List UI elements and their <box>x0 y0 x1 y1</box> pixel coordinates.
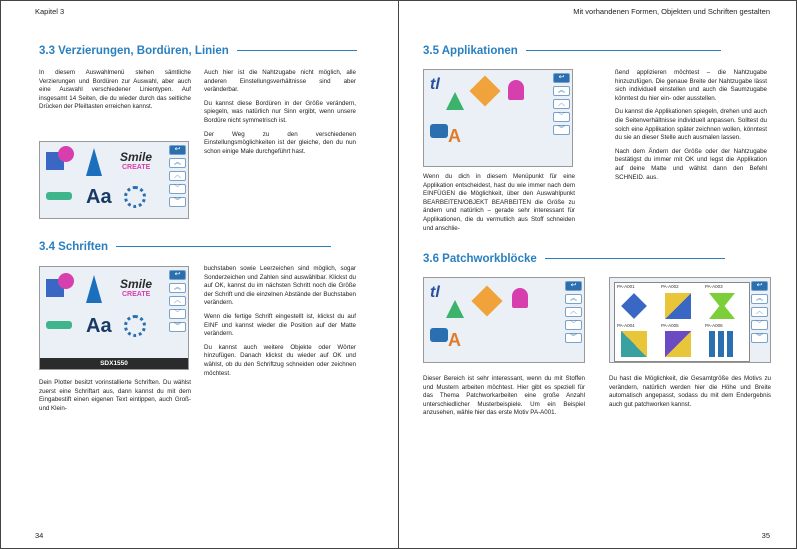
scroll-down-button[interactable]: ﹀ <box>565 320 582 330</box>
side-nav <box>751 281 768 346</box>
smile-text: Smile <box>120 150 153 164</box>
heading-rule <box>116 246 331 247</box>
scroll-up-button[interactable]: ︿ <box>565 307 582 317</box>
borders-menu-screenshot <box>39 141 189 219</box>
pattern-tile[interactable] <box>621 293 647 319</box>
pattern-label: PA-A003 <box>705 284 723 289</box>
section-3-6-col2: Du hast die Möglichkeit, die Gesamtgröße des Motivs zu verändern, natürlich werden hier die Höhe und Breite automatisch angepasst, sodass du mit dem Endergebnis auch gut patchworken kannst. <box>609 375 771 408</box>
pattern-tile[interactable] <box>665 331 691 357</box>
tree-shape <box>446 92 464 110</box>
scroll-bottom-button[interactable]: ︾ <box>565 333 582 343</box>
chapter-header: Mit vorhandenen Formen, Objekten und Schriften gestalten <box>573 7 770 16</box>
section-3-6-col1: Dieser Bereich ist sehr interessant, wenn du mit Stoffen und Mustern arbeiten möchtest. Hier gibt es speziell für das Thema Patchworkarbeiten eine große Anzahl unterschiedlicher Musterbeispiele. Um ein Beispiel anzusehen, wähle hier das erste Motiv PA-A001. <box>423 375 585 417</box>
chapter-header: Kapitel 3 <box>35 7 65 16</box>
scroll-down-button[interactable]: ﹀ <box>169 309 186 319</box>
pattern-label: PA-A002 <box>661 284 679 289</box>
side-nav <box>169 270 186 335</box>
scroll-up-button[interactable]: ︿ <box>553 99 570 109</box>
pattern-tile[interactable] <box>621 331 647 357</box>
scroll-bottom-button[interactable]: ︾ <box>169 322 186 332</box>
heading-rule <box>526 50 721 51</box>
patchwork-grid-screenshot <box>609 277 771 363</box>
teacup-shape <box>430 328 448 342</box>
section-3-4-col1: Dein Plotter besitzt vorinstallierte Schriften. Du wählst zuerst eine Schriftart aus, dann kannst du mit dem Eingabestift einen eigenen Text eintippen, auch Groß- und Klein- <box>39 379 191 412</box>
section-3-4-col2: buchstaben sowie Leerzeichen sind möglich, sogar Sonderzeichen und Zahlen sind auswählbar. Klickst du auf OK, kannst du im nächsten Schritt noch die Größe der Schrift und die einzelnen Abstände der Buchstaben verändern. Wenn die fertige Schrift eingestellt ist, klickst du auf EINF und kannst wieder die Position auf der Matte verändern. Du kannst auch weitere Objekte oder Wörter hinzufügen. Danach klickst du wieder auf OK und wählst, ob du den Schriftzug schneiden oder zeichnen möchtest. <box>204 265 356 377</box>
create-text: CREATE <box>122 291 151 298</box>
scroll-bottom-button[interactable]: ︾ <box>169 197 186 207</box>
scroll-top-button[interactable]: ︽ <box>565 294 582 304</box>
scroll-top-button[interactable]: ︽ <box>169 158 186 168</box>
scroll-top-button[interactable]: ︽ <box>169 283 186 293</box>
pattern-tile[interactable] <box>709 293 735 319</box>
scroll-down-button[interactable]: ﹀ <box>553 112 570 122</box>
heading-rule <box>545 258 725 259</box>
pattern-label: PA-A005 <box>661 323 679 328</box>
section-title-3-6: 3.6 Patchworkblöcke <box>423 253 725 265</box>
back-button[interactable]: ↩ <box>553 73 570 83</box>
fonts-menu-screenshot <box>39 266 189 370</box>
scroll-down-button[interactable]: ﹀ <box>751 320 768 330</box>
section-3-3-col2: Auch hier ist die Nahtzugabe nicht möglich, alle anderen Einstellungsverhältnisse sind aber veränderbar. Du kannst diese Bordüren in der Größe verändern, spiegeln, was natürlich nur Sinn ergibt, wenn unsere Bordüre nicht symmetrisch ist. Der Weg zu den verschiedenen Einstellungsmöglichkeiten ist der gleiche, den du nun schon einige Male durchgeführt hast. <box>204 69 356 155</box>
heading-rule <box>237 50 357 51</box>
side-nav <box>565 281 582 346</box>
page-number: 35 <box>761 531 770 540</box>
letter-art: tl <box>430 284 440 301</box>
ornament-shape <box>124 315 146 337</box>
border-pattern <box>46 192 72 200</box>
font-sample: Aa <box>86 186 112 208</box>
side-nav <box>169 145 186 210</box>
back-button[interactable]: ↩ <box>169 145 186 155</box>
letter-a: A <box>448 126 461 146</box>
circle-shape <box>58 273 74 289</box>
scroll-down-button[interactable]: ﹀ <box>169 184 186 194</box>
pattern-label: PA-A001 <box>617 284 635 289</box>
section-title-3-5: 3.5 Applikationen <box>423 45 721 57</box>
pattern-label: PA-A006 <box>705 323 723 328</box>
section-3-3-col1: In diesem Auswahlmenü stehen sämtliche Verzierungen und Bordüren zur Auswahl, aber auch eine Auswahl verschiedener Linientypen. Auf insgesamt 14 Seiten, die du wieder durch das seitliche Drücken der Pfeiltasten erreichen kannst. <box>39 69 191 111</box>
letter-art: tl <box>430 76 440 93</box>
back-button[interactable]: ↩ <box>169 270 186 280</box>
pattern-tile[interactable] <box>709 331 735 357</box>
border-pattern <box>46 321 72 329</box>
teacup-shape <box>430 124 448 138</box>
applications-menu-screenshot <box>423 69 573 167</box>
page-number: 34 <box>35 531 44 540</box>
plotter-model-label: SDX1550 <box>40 358 188 369</box>
scroll-top-button[interactable]: ︽ <box>751 294 768 304</box>
scroll-bottom-button[interactable]: ︾ <box>751 333 768 343</box>
right-page <box>398 0 797 549</box>
letter-a: A <box>448 330 461 350</box>
back-button[interactable]: ↩ <box>751 281 768 291</box>
scroll-top-button[interactable]: ︽ <box>553 86 570 96</box>
pattern-label: PA-A004 <box>617 323 635 328</box>
font-sample: Aa <box>86 315 112 337</box>
pattern-grid <box>614 282 750 362</box>
patch-shape <box>471 285 502 316</box>
patchwork-menu-screenshot <box>423 277 585 363</box>
section-title-3-4: 3.4 Schriften <box>39 241 331 253</box>
scroll-bottom-button[interactable]: ︾ <box>553 125 570 135</box>
tower-shape <box>86 148 102 176</box>
patch-shape <box>469 75 500 106</box>
scroll-up-button[interactable]: ︿ <box>751 307 768 317</box>
circle-shape <box>58 146 74 162</box>
ornament-shape <box>124 186 146 208</box>
smile-text: Smile <box>120 277 153 291</box>
pattern-tile[interactable] <box>665 293 691 319</box>
dress-shape <box>508 80 524 100</box>
section-title-3-3: 3.3 Verzierungen, Bordüren, Linien <box>39 45 357 57</box>
back-button[interactable]: ↩ <box>565 281 582 291</box>
section-3-5-col2: ßend applizieren möchtest – die Nahtzugabe hinzuzufügen. Die genaue Breite der Nahtzugabe lässt sich individuell einstellen und auch die Saumzugabe könntest du hier ein- oder ausstellen. Du kannst die Applikationen spiegeln, drehen und auch die Seitenverhältnisse individuell anpassen. Solltest du solch eine Applikation später zeichnen wollen, könntest du sie an dieser Stelle auch ausmalen lassen. Nach dem Ändern der Größe oder der Nahtzugabe bestätigst du immer mit OK und legst die Applikation auf deine Matte und wählst dann den Befehl SCHNEID. aus. <box>615 69 767 181</box>
tower-shape <box>86 275 102 303</box>
tree-shape <box>446 300 464 318</box>
scroll-up-button[interactable]: ︿ <box>169 171 186 181</box>
dress-shape <box>512 288 528 308</box>
scroll-up-button[interactable]: ︿ <box>169 296 186 306</box>
side-nav <box>553 73 570 138</box>
create-text: CREATE <box>122 164 151 171</box>
section-3-5-col1: Wenn du dich in diesem Menüpunkt für eine Applikation entscheidest, hast du wie immer nach dem EINFÜGEN die Möglichkeit, über den Auswahlpunkt BEARBEITEN/OBJEKT BEARBEITEN die Größe zu ändern und natürlich – gerade sehr interessant für Applikationen, die du vermutlich aus Stoff schneiden und anschlie- <box>423 173 575 232</box>
